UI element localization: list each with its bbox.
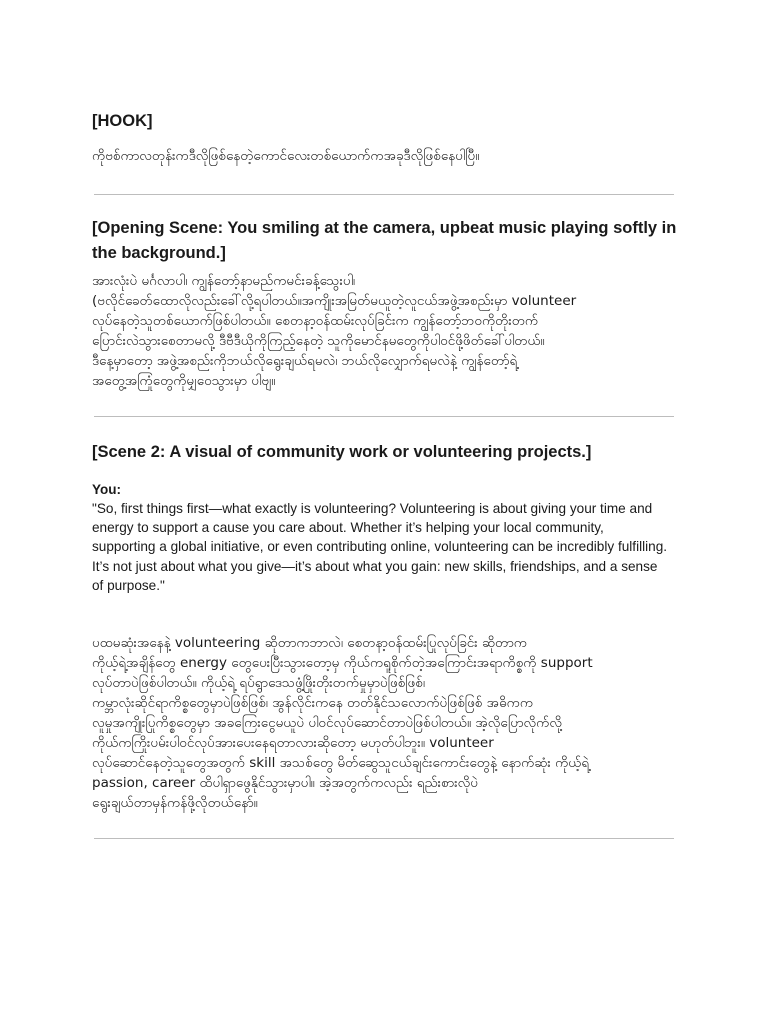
body-line: ကိုယ်ကကြိုးပမ်းပါဝင်လုပ်အားပေးနေရတာလားဆိုတော့ မဟုတ်ပါဘူး။ volunteer <box>92 735 494 751</box>
body-line: လူမှုအကျိုးပြုကိစ္စတွေမှာ အခကြေးငွေမယူပဲ ပါဝင်လုပ်ဆောင်တာပဲဖြစ်ပါတယ်။ အဲ့လိုပြောလိုက်လို့ <box>92 715 563 731</box>
quote-line: of purpose." <box>92 577 165 593</box>
body-line: အတွေ့အကြုံတွေကိုမျှဝေသွားမှာ ပါဗျ။ <box>92 373 276 389</box>
opening-scene-text <box>92 271 682 391</box>
body-line: ပြောင်းလဲသွားစေတာမလို့ ဒီဗီဒီယိုကိုကြည့်နေတဲ့ သူကိုမောင်နမတွေကိုပါဝင်ဖို့ဖိတ်ခေါ်ပါတယ်။ <box>92 333 545 349</box>
quote-line: It’s not just about what you give—it’s about what you gain: new skills, friendships, and a sense <box>92 558 658 574</box>
heading-line: the background.] <box>92 244 226 262</box>
section-divider <box>94 838 674 839</box>
body-line: ကမ္ဘာလုံးဆိုင်ရာကိစ္စတွေမှာပဲဖြစ်ဖြစ်၊ အွန်လိုင်းကနေ တတ်နိုင်သလောက်ပဲဖြစ်ဖြစ် အဓိကက <box>92 695 534 711</box>
body-line: ကိုယ့်ရဲ့အချိန်တွေ energy တွေပေးပြီးသွားတော့မှ ကိုယ်ကရူစိုက်တဲ့အကြောင်းအရာကိစ္စကို support <box>92 655 593 671</box>
body-line: ပထမဆုံးအနေနဲ့ volunteering ဆိုတာကဘာလဲ၊ စေတနာ့ဝန်ထမ်းပြုလုပ်ခြင်း ဆိုတာက <box>92 635 527 651</box>
english-quote <box>92 499 692 595</box>
quote-line: energy to support a cause you care about. Whether it’s helping your local community, <box>92 520 604 536</box>
quote-line: "So, first things first—what exactly is volunteering? Volunteering is about giving your time and <box>92 501 653 516</box>
body-line: လုပ်တာပဲဖြစ်ပါတယ်။ ကိုယ့်ရဲ့ ရပ်ရွာဒေသဖွံ့ဖြိုးတိုးတက်မှုမှာပဲဖြစ်ဖြစ်၊ <box>92 675 425 691</box>
hook-text <box>92 146 682 166</box>
hook-heading: [HOOK] <box>92 112 153 130</box>
burmese-translation <box>92 633 682 813</box>
heading-line: [Opening Scene: You smiling at the camera, upbeat music playing softly in <box>92 219 677 237</box>
body-line: လုပ်နေတဲ့သူတစ်ယောက်ဖြစ်ပါတယ်။ စေတနာ့ဝန်ထမ်းလုပ်ခြင်းက ကျွန်တော့်ဘဝကိုတိုးတက် <box>92 313 539 329</box>
body-line: လုပ်ဆောင်နေတဲ့သူတွေအတွက် skill အသစ်တွေ မိတ်ဆွေသူငယ်ချင်းကောင်းတွေနဲ့ နောက်ဆုံး ကိုယ့်ရဲ့ <box>92 755 590 771</box>
section-divider <box>94 416 674 417</box>
hook-line: ကိုဗစ်ကာလတုန်းကဒီလိုဖြစ်နေတဲ့ကောင်လေးတစ်ယောက်ကအခုဒီလိုဖြစ်နေပါပြီ။ <box>92 148 480 164</box>
body-line: ဒီနေ့မှာတော့ အဖွဲ့အစည်းကိုဘယ်လိုရွေးချယ်ရမလဲ၊ ဘယ်လိုလျှောက်ရမလဲနဲ့ ကျွန်တော့်ရဲ့ <box>92 353 518 369</box>
heading-line: [Scene 2: A visual of community work or volunteering projects.] <box>92 443 592 461</box>
scene-2-heading <box>92 440 682 465</box>
section-divider <box>94 194 674 195</box>
speaker-label: You: <box>92 482 121 497</box>
body-line: passion, career ထိပါရှာဖွေနိုင်သွားမှာပါ။ အဲ့အတွက်ကလည်း ရည်းစားလိုပဲ <box>92 775 478 791</box>
body-line: (ဗလိုင်ခေတ်ထောလိုလည်းခေါ်လို့ရပါတယ်။အကျိုးအမြတ်မယူတဲ့လူငယ်အဖွဲ့အစည်းမှာ volunteer <box>92 293 577 309</box>
quote-line: supporting a global initiative, or even contributing online, volunteering can be incredibly fulfilling. <box>92 539 668 555</box>
body-line: ရွေးချယ်တာမှန်ကန်ဖို့လိုတယ်နော်။ <box>92 795 258 811</box>
body-line: အားလုံးပဲ မင်္ဂလာပါ၊ ကျွန်တော့်နာမည်ကမင်းခန့်သွေးပါ၊ <box>92 273 356 289</box>
opening-scene-heading <box>92 216 682 266</box>
